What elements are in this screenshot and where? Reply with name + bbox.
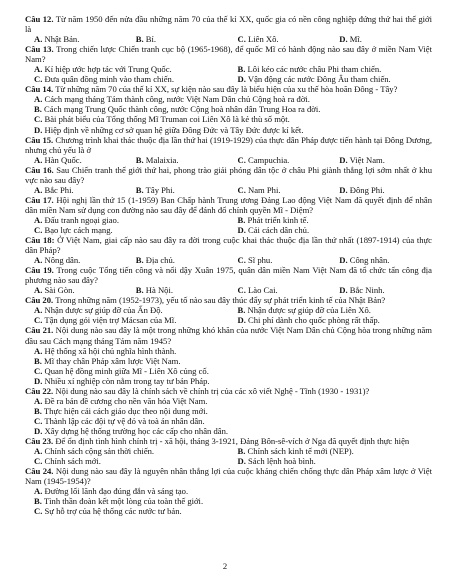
answer-option[interactable] bbox=[25, 104, 432, 114]
answer-option[interactable] bbox=[25, 74, 229, 84]
options-row bbox=[25, 125, 432, 135]
question-block bbox=[25, 265, 432, 295]
option-label: C. bbox=[34, 224, 43, 235]
option-text: Sĩ phu. bbox=[248, 255, 273, 266]
answer-option[interactable] bbox=[25, 64, 229, 74]
answer-option[interactable] bbox=[229, 34, 331, 44]
option-text: Chính sách cộng sản thời chiến. bbox=[44, 446, 155, 457]
option-text: Đường lối lãnh đạo đúng đắn và sáng tạo. bbox=[44, 486, 189, 497]
option-label: A. bbox=[34, 486, 43, 497]
option-label: C. bbox=[237, 255, 246, 266]
option-label: A. bbox=[34, 94, 43, 105]
question-text: Để ổn định tình hình chính trị - xã hội, tháng 3-1921, Đảng Bôn-sê-vích ở Nga đã quyết định thực hiện bbox=[55, 435, 410, 446]
option-label: B. bbox=[34, 496, 42, 507]
option-text: Nhật Bản. bbox=[44, 34, 80, 45]
question-stem bbox=[25, 325, 432, 345]
option-text: Nam Phi. bbox=[248, 184, 281, 195]
question-text: Nội dung nào sau đây là nguyên nhân thắng lợi của cuộc kháng chiến chống thực dân Pháp xâm lược ở Việt Nam (1945-1954)? bbox=[25, 466, 432, 487]
option-text: Việt Nam. bbox=[349, 154, 385, 165]
option-text: Công nhân. bbox=[349, 255, 390, 266]
option-label: D. bbox=[339, 34, 348, 45]
option-text: Đề ra bản đề cương cho nền văn hóa Việt Nam. bbox=[44, 395, 208, 406]
option-label: C. bbox=[34, 506, 43, 517]
question-text: Từ những năm 70 của thế kỉ XX, sự kiện nào sau đây là biểu hiện của xu thế hòa hoãn Đông - Tây? bbox=[55, 84, 398, 95]
option-label: A. bbox=[34, 64, 43, 75]
option-text: Chính sách mới. bbox=[44, 456, 101, 467]
question-number: Câu 17. bbox=[25, 194, 54, 205]
option-text: Cải cách dân chủ. bbox=[248, 224, 310, 235]
question-block bbox=[25, 386, 432, 436]
option-text: Cách mạng tháng Tám thành công, nước Việt Nam Dân chủ Cộng hoà ra đời. bbox=[44, 94, 310, 105]
option-text: Đông Phi. bbox=[349, 184, 385, 195]
options-row bbox=[25, 346, 432, 356]
question-block bbox=[25, 295, 432, 325]
option-label: D. bbox=[339, 255, 348, 266]
options-row bbox=[25, 225, 432, 235]
option-label: B. bbox=[135, 184, 144, 195]
option-label: C. bbox=[34, 456, 43, 467]
option-label: B. bbox=[237, 446, 246, 457]
option-text: Đưa quân đồng minh vào tham chiến. bbox=[44, 74, 174, 85]
option-text: Hệ thống xã hội chủ nghĩa hình thành. bbox=[44, 345, 177, 356]
answer-option[interactable] bbox=[229, 155, 331, 165]
answer-option[interactable] bbox=[25, 305, 229, 315]
question-number: Câu 18: bbox=[25, 235, 55, 246]
options-row bbox=[25, 215, 432, 225]
options-row bbox=[25, 305, 432, 315]
answer-option[interactable] bbox=[25, 506, 432, 516]
answer-option[interactable] bbox=[229, 255, 331, 265]
option-text: Tận dụng gói viện trợ Mácsan của Mĩ. bbox=[44, 315, 177, 326]
option-label: A. bbox=[34, 395, 43, 406]
option-text: Quan hệ đồng minh giữa Mĩ - Liên Xô củng cố. bbox=[44, 365, 209, 376]
option-label: B. bbox=[135, 154, 144, 165]
options-row bbox=[25, 396, 432, 406]
option-label: A. bbox=[34, 34, 43, 45]
option-label: A. bbox=[34, 446, 43, 457]
answer-option[interactable] bbox=[229, 185, 331, 195]
question-block bbox=[25, 235, 432, 265]
option-label: D. bbox=[339, 184, 348, 195]
answer-option[interactable] bbox=[25, 356, 432, 366]
option-text: Nông dân. bbox=[44, 255, 81, 266]
option-text: Hà Nội. bbox=[145, 285, 174, 296]
question-text: Nội dung nào sau đây là một trong những khó khăn của nước Việt Nam Dân chủ Cộng hòa trong những năm đầu sau Cách mạng tháng Tám năm 1945? bbox=[25, 325, 432, 346]
question-text: Trong những năm (1952-1973), yếu tố nào sau đây thúc đẩy sự phát triển kinh tế của Nhật Bản? bbox=[55, 295, 386, 306]
option-label: A. bbox=[34, 184, 43, 195]
options-row bbox=[25, 506, 432, 516]
option-label: A. bbox=[34, 285, 43, 296]
option-text: Nhiều xí nghiệp còn nằm trong tay tư bản Pháp. bbox=[44, 375, 210, 386]
option-text: Thành lập các đội tự vệ đỏ và toà án nhân dân. bbox=[44, 415, 205, 426]
option-text: Đấu tranh ngoại giao. bbox=[44, 214, 119, 225]
option-text: Mĩ. bbox=[349, 34, 362, 45]
question-number: Câu 20. bbox=[25, 295, 54, 306]
option-label: B. bbox=[34, 104, 42, 115]
option-label: D. bbox=[34, 425, 43, 436]
answer-option[interactable] bbox=[25, 376, 432, 386]
question-text: Trong chiến lược Chiến tranh cục bộ (1965-1968), để quốc Mĩ có hành động nào sau đây ở miền Nam Việt Nam? bbox=[25, 44, 432, 65]
answer-option[interactable] bbox=[25, 396, 432, 406]
options-row bbox=[25, 426, 432, 436]
answer-option[interactable] bbox=[25, 255, 127, 265]
options-row bbox=[25, 155, 432, 165]
answer-option[interactable] bbox=[25, 416, 432, 426]
option-label: B. bbox=[237, 64, 246, 75]
option-text: Nhận được sự giúp đỡ của Liên Xô. bbox=[247, 305, 371, 316]
answer-option[interactable] bbox=[229, 225, 433, 235]
options-row bbox=[25, 456, 432, 466]
options-row bbox=[25, 114, 432, 124]
option-text: Bài phát biểu của Tổng thống Mĩ Truman coi Liên Xô là kẻ thù số một. bbox=[44, 114, 290, 125]
answer-option[interactable] bbox=[330, 255, 432, 265]
question-number: Câu 13. bbox=[25, 44, 54, 55]
question-stem bbox=[25, 195, 432, 215]
answer-option[interactable] bbox=[25, 426, 432, 436]
question-stem bbox=[25, 84, 432, 94]
answer-option[interactable] bbox=[25, 34, 127, 44]
option-text: Nhận được sự giúp đỡ của Ấn Độ. bbox=[44, 305, 163, 316]
options-row bbox=[25, 64, 432, 74]
question-number: Câu 14. bbox=[25, 84, 54, 95]
question-number: Câu 21. bbox=[25, 325, 54, 336]
answer-option[interactable] bbox=[25, 285, 127, 295]
option-text: Sài Gòn. bbox=[44, 285, 75, 296]
question-stem bbox=[25, 14, 432, 34]
question-block bbox=[25, 165, 432, 195]
answer-option[interactable] bbox=[25, 486, 432, 496]
options-row bbox=[25, 94, 432, 104]
question-stem bbox=[25, 436, 432, 446]
option-label: B. bbox=[34, 355, 42, 366]
option-text: Lào Cai. bbox=[248, 285, 278, 296]
option-text: Chi phí dành cho quốc phòng rất thấp. bbox=[248, 315, 380, 326]
exam-page bbox=[25, 14, 432, 516]
option-text: Bỉ. bbox=[145, 34, 157, 45]
answer-option[interactable] bbox=[330, 185, 432, 195]
answer-option[interactable] bbox=[330, 285, 432, 295]
option-label: B. bbox=[237, 305, 246, 316]
question-number: Câu 16. bbox=[25, 164, 54, 175]
option-label: A. bbox=[34, 305, 43, 316]
options-row bbox=[25, 315, 432, 325]
option-label: C. bbox=[237, 154, 246, 165]
option-label: C. bbox=[237, 285, 246, 296]
question-number: Câu 15. bbox=[25, 134, 54, 145]
question-block bbox=[25, 325, 432, 385]
options-row bbox=[25, 185, 432, 195]
option-label: B. bbox=[34, 405, 42, 416]
answer-option[interactable] bbox=[127, 285, 229, 295]
question-number: Câu 12. bbox=[25, 14, 54, 24]
answer-option[interactable] bbox=[229, 305, 433, 315]
options-row bbox=[25, 356, 432, 366]
option-text: Bắc Phi. bbox=[44, 184, 74, 195]
option-label: B. bbox=[237, 214, 246, 225]
option-label: D. bbox=[237, 74, 246, 85]
option-label: A. bbox=[34, 345, 43, 356]
answer-option[interactable] bbox=[25, 315, 229, 325]
option-label: C. bbox=[34, 365, 43, 376]
option-text: Phát triển kinh tế. bbox=[247, 214, 309, 225]
question-number: Câu 23. bbox=[25, 435, 54, 446]
answer-option[interactable] bbox=[25, 155, 127, 165]
option-label: D. bbox=[237, 315, 246, 326]
question-stem bbox=[25, 295, 432, 305]
question-text: Ở Việt Nam, giai cấp nào sau đây ra đời trong cuộc khai thác thuộc địa lần thứ nhất (1897-1914) của thực dân Pháp? bbox=[25, 235, 433, 256]
option-label: C. bbox=[34, 315, 43, 326]
question-number: Câu 19. bbox=[25, 265, 54, 276]
answer-option[interactable] bbox=[25, 94, 432, 104]
option-text: Liên Xô. bbox=[248, 34, 279, 45]
question-stem bbox=[25, 386, 432, 396]
answer-option[interactable] bbox=[229, 64, 433, 74]
option-text: Tình thần đoàn kết một lòng của toàn thế giới. bbox=[43, 496, 204, 507]
options-row bbox=[25, 366, 432, 376]
options-row bbox=[25, 446, 432, 456]
option-text: Tây Phi. bbox=[145, 184, 175, 195]
answer-option[interactable] bbox=[25, 114, 432, 124]
question-stem bbox=[25, 135, 432, 155]
option-label: B. bbox=[135, 255, 144, 266]
answer-option[interactable] bbox=[25, 446, 229, 456]
answer-option[interactable] bbox=[25, 406, 432, 416]
answer-option[interactable] bbox=[127, 34, 229, 44]
answer-option[interactable] bbox=[25, 346, 432, 356]
answer-option[interactable] bbox=[229, 215, 433, 225]
option-label: C. bbox=[237, 34, 246, 45]
answer-option[interactable] bbox=[229, 74, 433, 84]
options-row bbox=[25, 486, 432, 496]
option-text: Kí hiệp ước hợp tác với Trung Quốc. bbox=[44, 64, 172, 75]
option-text: Địa chủ. bbox=[145, 255, 175, 266]
option-label: C. bbox=[237, 184, 246, 195]
option-text: Sự hỗ trợ của hệ thống các nước tư bản. bbox=[44, 506, 182, 517]
option-label: D. bbox=[34, 375, 43, 386]
answer-option[interactable] bbox=[25, 225, 229, 235]
question-block bbox=[25, 84, 432, 134]
answer-option[interactable] bbox=[229, 315, 433, 325]
question-text: Từ năm 1950 đến nửa đầu những năm 70 của thế kỉ XX, quốc gia có nền công nghiệp đứng thứ hai thế giới là bbox=[25, 14, 432, 35]
option-label: B. bbox=[135, 285, 144, 296]
option-text: Chính sách kinh tế mới (NEP). bbox=[247, 446, 354, 457]
question-text: Hội nghị lần thứ 15 (1-1959) Ban Chấp hành Trung ương Đảng Lao động Việt Nam đã quyết định để nhân dân miền Nam sử dụng con đường nào sau đây để đánh đổ chính quyền Mĩ - Diệm? bbox=[25, 194, 432, 215]
option-text: Vận động các nước Đông Âu tham chiến. bbox=[247, 74, 391, 85]
page-number: 2 bbox=[222, 561, 228, 571]
options-row bbox=[25, 255, 432, 265]
question-stem bbox=[25, 235, 432, 255]
option-text: Mĩ thay chân Pháp xâm lược Việt Nam. bbox=[44, 355, 181, 366]
option-label: C. bbox=[34, 114, 43, 125]
question-text: Sau Chiến tranh thế giới thứ hai, phong trào giải phóng dân tộc ở châu Phi giành thắng lợi sớm nhất ở khu vực nào sau đây? bbox=[25, 164, 432, 185]
options-row bbox=[25, 34, 432, 44]
option-text: Thực hiện cải cách giáo dục theo nội dung mới. bbox=[43, 405, 208, 416]
options-row bbox=[25, 496, 432, 506]
question-text: Trong cuộc Tổng tiến công và nổi dậy Xuân 1975, quân dân miền Nam Việt Nam đã tổ chức tấn công địa phương nào sau đây? bbox=[25, 265, 432, 286]
options-row bbox=[25, 285, 432, 295]
option-label: D. bbox=[237, 456, 246, 467]
option-text: Bắc Ninh. bbox=[349, 285, 385, 296]
answer-option[interactable] bbox=[25, 215, 229, 225]
question-number: Câu 22. bbox=[25, 385, 54, 396]
option-label: C. bbox=[34, 74, 43, 85]
options-row bbox=[25, 74, 432, 84]
question-text: Chương trình khai thác thuộc địa lần thứ hai (1919-1929) của thực dân Pháp được tiến hành tại Đông Dương, nhưng chủ yếu là ở bbox=[25, 134, 432, 155]
answer-option[interactable] bbox=[127, 185, 229, 195]
question-block bbox=[25, 436, 432, 466]
answer-option[interactable] bbox=[330, 155, 432, 165]
question-block bbox=[25, 14, 432, 44]
question-number: Câu 24. bbox=[25, 466, 54, 477]
option-text: Bạo lực cách mạng. bbox=[44, 224, 113, 235]
option-label: D. bbox=[339, 285, 348, 296]
option-label: B. bbox=[135, 34, 144, 45]
answer-option[interactable] bbox=[330, 34, 432, 44]
question-block bbox=[25, 466, 432, 516]
option-text: Hiệp định về những cơ sở quan hệ giữa Đông Đức và Tây Đức được kí kết. bbox=[44, 124, 304, 135]
answer-option[interactable] bbox=[25, 125, 432, 135]
option-text: Sách lệnh hoà bình. bbox=[248, 456, 316, 467]
option-text: Hàn Quốc. bbox=[44, 154, 82, 165]
question-stem bbox=[25, 165, 432, 185]
answer-option[interactable] bbox=[25, 456, 229, 466]
question-stem bbox=[25, 265, 432, 285]
option-label: D. bbox=[34, 124, 43, 135]
option-text: Malaixia. bbox=[145, 154, 179, 165]
answer-option[interactable] bbox=[127, 155, 229, 165]
answer-option[interactable] bbox=[229, 446, 433, 456]
answer-option[interactable] bbox=[25, 185, 127, 195]
option-label: A. bbox=[34, 154, 43, 165]
option-label: D. bbox=[237, 224, 246, 235]
answer-option[interactable] bbox=[229, 456, 433, 466]
options-row bbox=[25, 416, 432, 426]
answer-option[interactable] bbox=[127, 255, 229, 265]
option-label: D. bbox=[339, 154, 348, 165]
options-row bbox=[25, 406, 432, 416]
question-stem bbox=[25, 44, 432, 64]
option-label: A. bbox=[34, 214, 43, 225]
option-text: Campuchia. bbox=[248, 154, 290, 165]
option-text: Lôi kéo các nước châu Phi tham chiến. bbox=[247, 64, 382, 75]
question-text: Nội dung nào sau đây là chính sách về chính trị của các xô viết Nghệ - Tĩnh (1930 - 1931)? bbox=[55, 385, 370, 396]
option-text: Xây dựng hệ thống trường học các cấp cho nhân dân. bbox=[44, 425, 229, 436]
options-row bbox=[25, 104, 432, 114]
option-label: A. bbox=[34, 255, 43, 266]
answer-option[interactable] bbox=[229, 285, 331, 295]
answer-option[interactable] bbox=[25, 366, 432, 376]
options-row bbox=[25, 376, 432, 386]
question-block bbox=[25, 44, 432, 84]
option-label: C. bbox=[34, 415, 43, 426]
question-stem bbox=[25, 466, 432, 486]
option-text: Cách mạng Trung Quốc thành công, nước Cộng hoà nhân dân Trung Hoa ra đời. bbox=[44, 104, 321, 115]
question-block bbox=[25, 135, 432, 165]
question-block bbox=[25, 195, 432, 235]
answer-option[interactable] bbox=[25, 496, 432, 506]
